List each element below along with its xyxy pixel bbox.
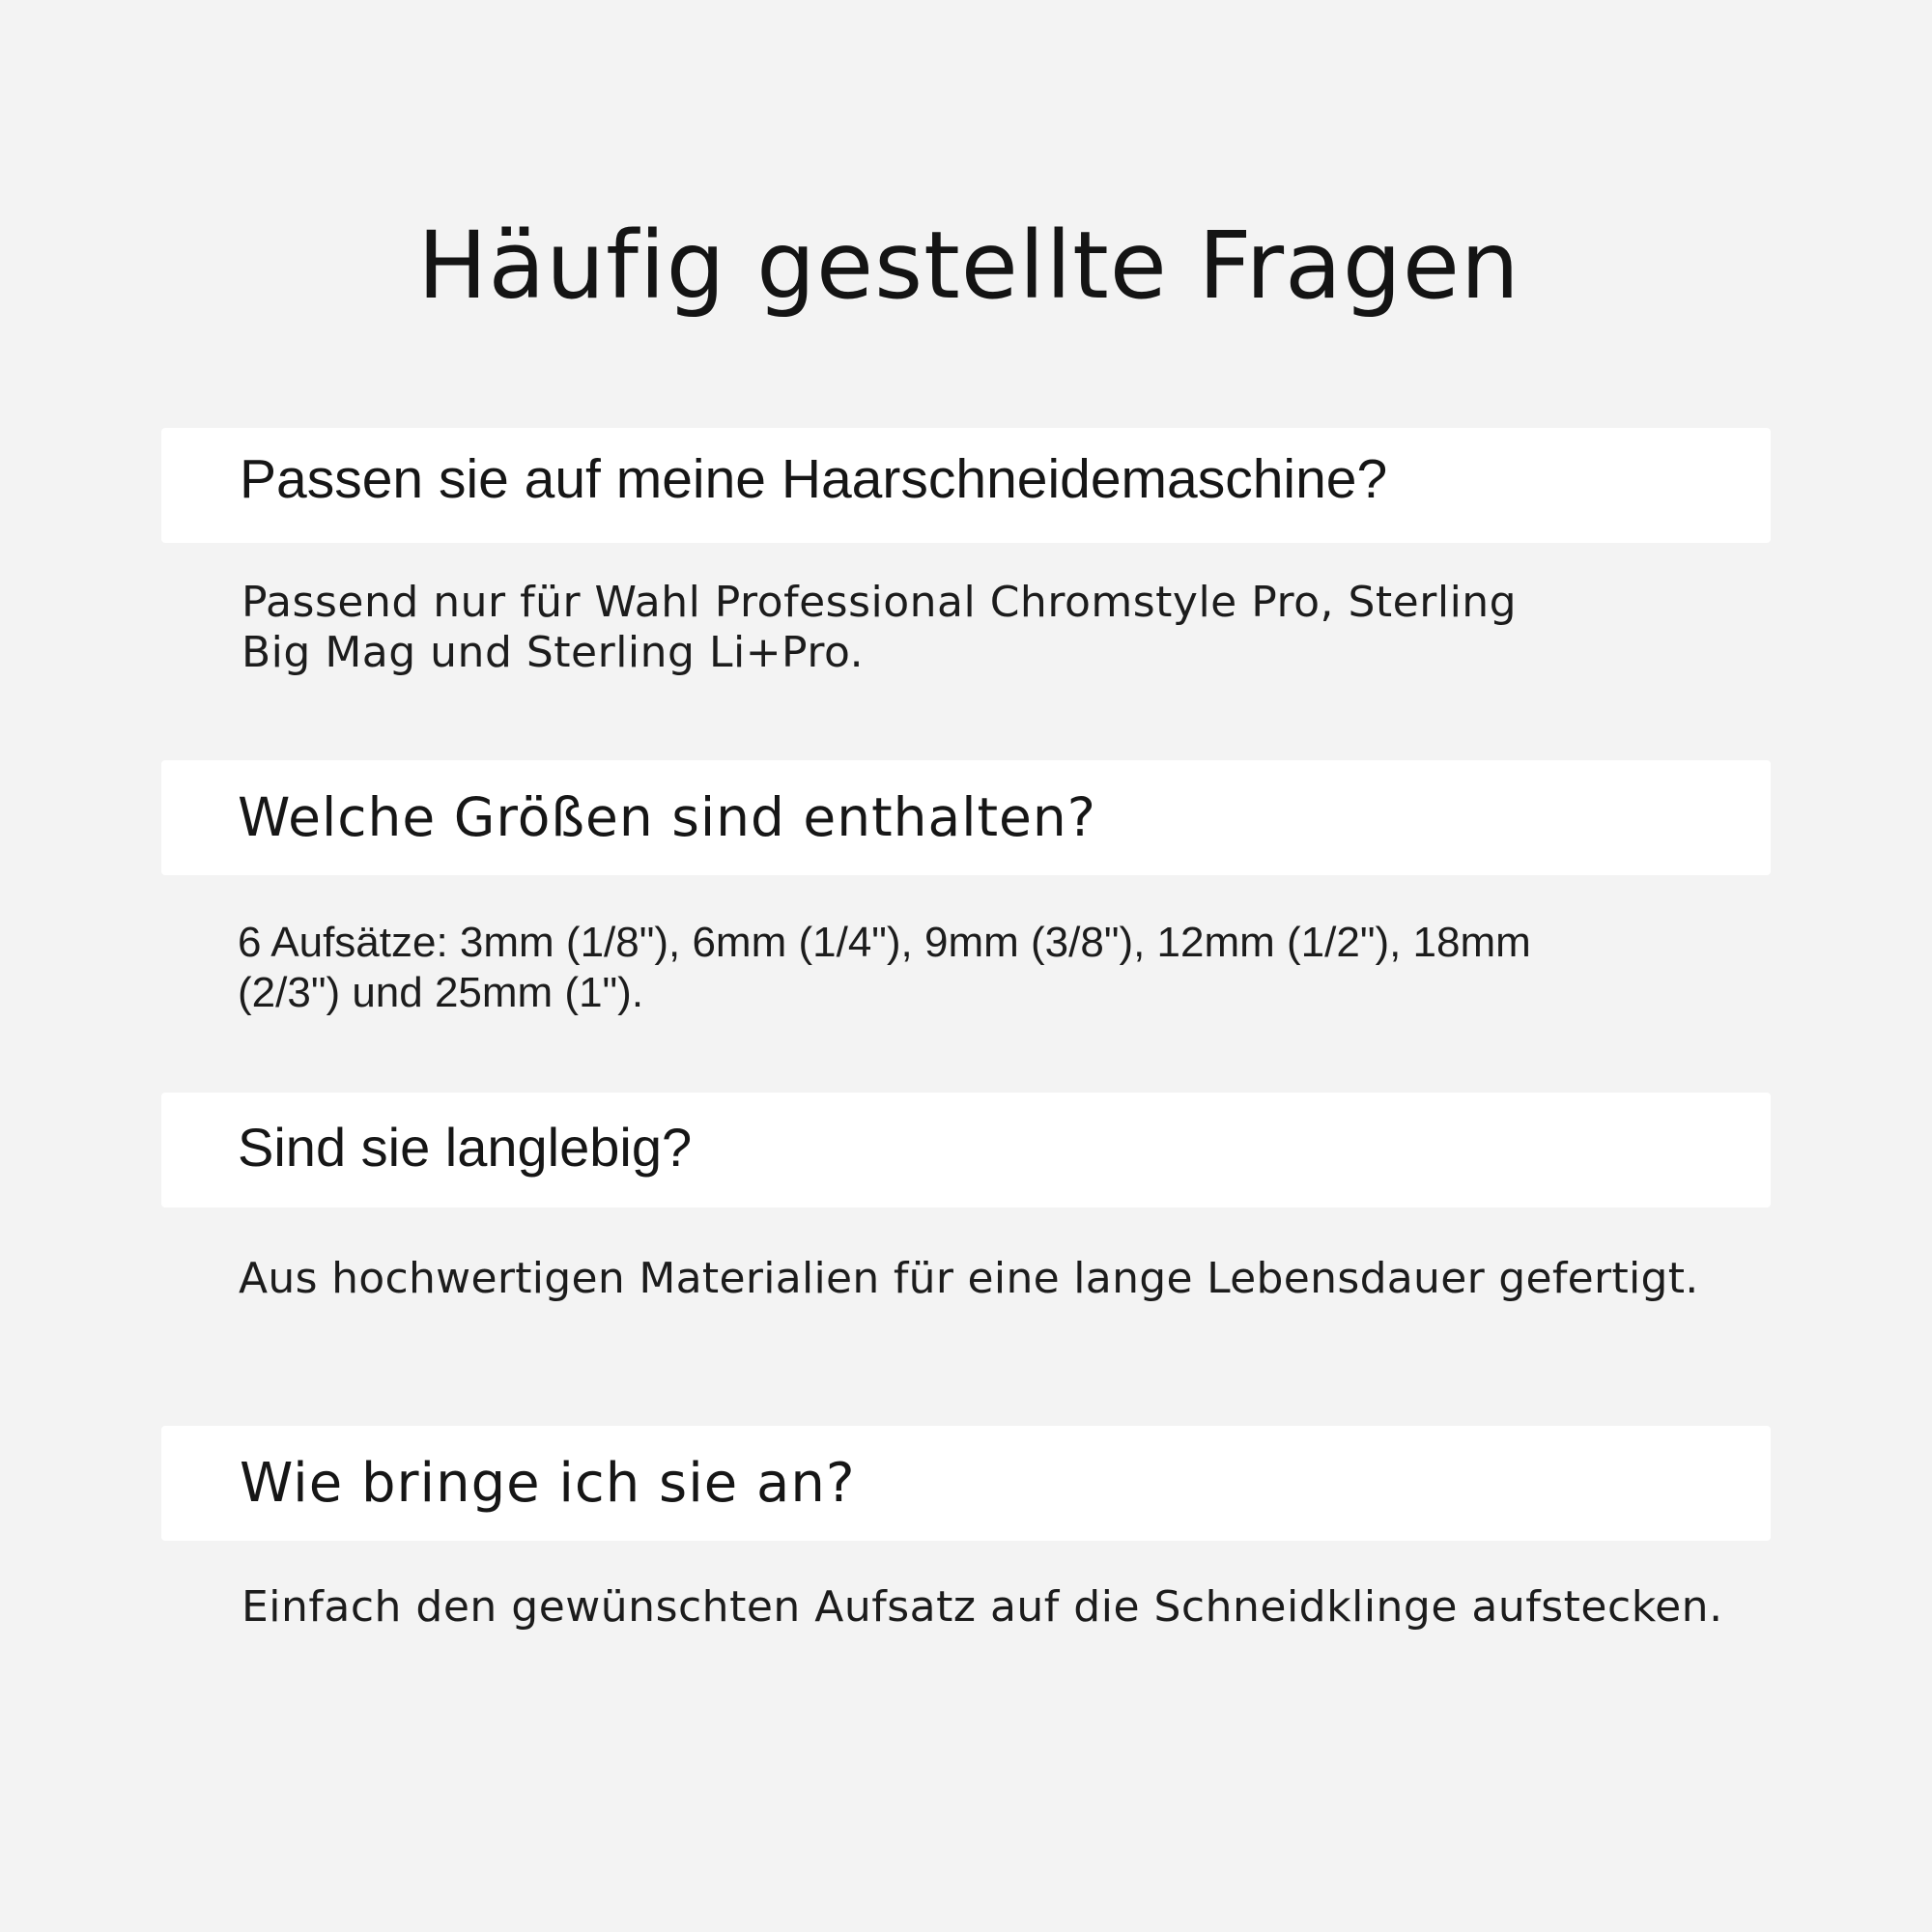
faq-question-box (161, 1093, 1771, 1208)
faq-answer-line: Aus hochwertigen Materialien für eine lange Lebensdauer gefertigt. (239, 1254, 1699, 1303)
page-title: Häufig gestellte Fragen (417, 212, 1520, 320)
faq-answer-line: Passend nur für Wahl Professional Chromstyle Pro, Sterling (242, 578, 1518, 627)
faq-question: Sind sie langlebig? (238, 1117, 693, 1178)
faq-question-box (161, 428, 1771, 543)
faq-question-box (161, 1426, 1771, 1541)
faq-answer (242, 1582, 1723, 1633)
faq-answer (242, 578, 1633, 678)
faq-answer (238, 918, 1629, 1018)
faq-question: Welche Größen sind enthalten? (238, 786, 1096, 848)
faq-answer-line: 6 Aufsätze: 3mm (1/8"), 6mm (1/4"), 9mm (3/8"), 12mm (1/2"), 18mm (238, 919, 1531, 966)
faq-answer-line: (2/3") und 25mm (1"). (238, 969, 644, 1016)
faq-answer (239, 1254, 1699, 1304)
faq-answer-line: Einfach den gewünschten Aufsatz auf die Schneidklinge aufstecken. (242, 1582, 1723, 1632)
faq-question: Passen sie auf meine Haarschneidemaschine? (240, 448, 1388, 510)
faq-question: Wie bringe ich sie an? (240, 1452, 856, 1515)
faq-answer-line: Big Mag und Sterling Li+Pro. (242, 628, 865, 677)
faq-question-box (161, 760, 1771, 875)
